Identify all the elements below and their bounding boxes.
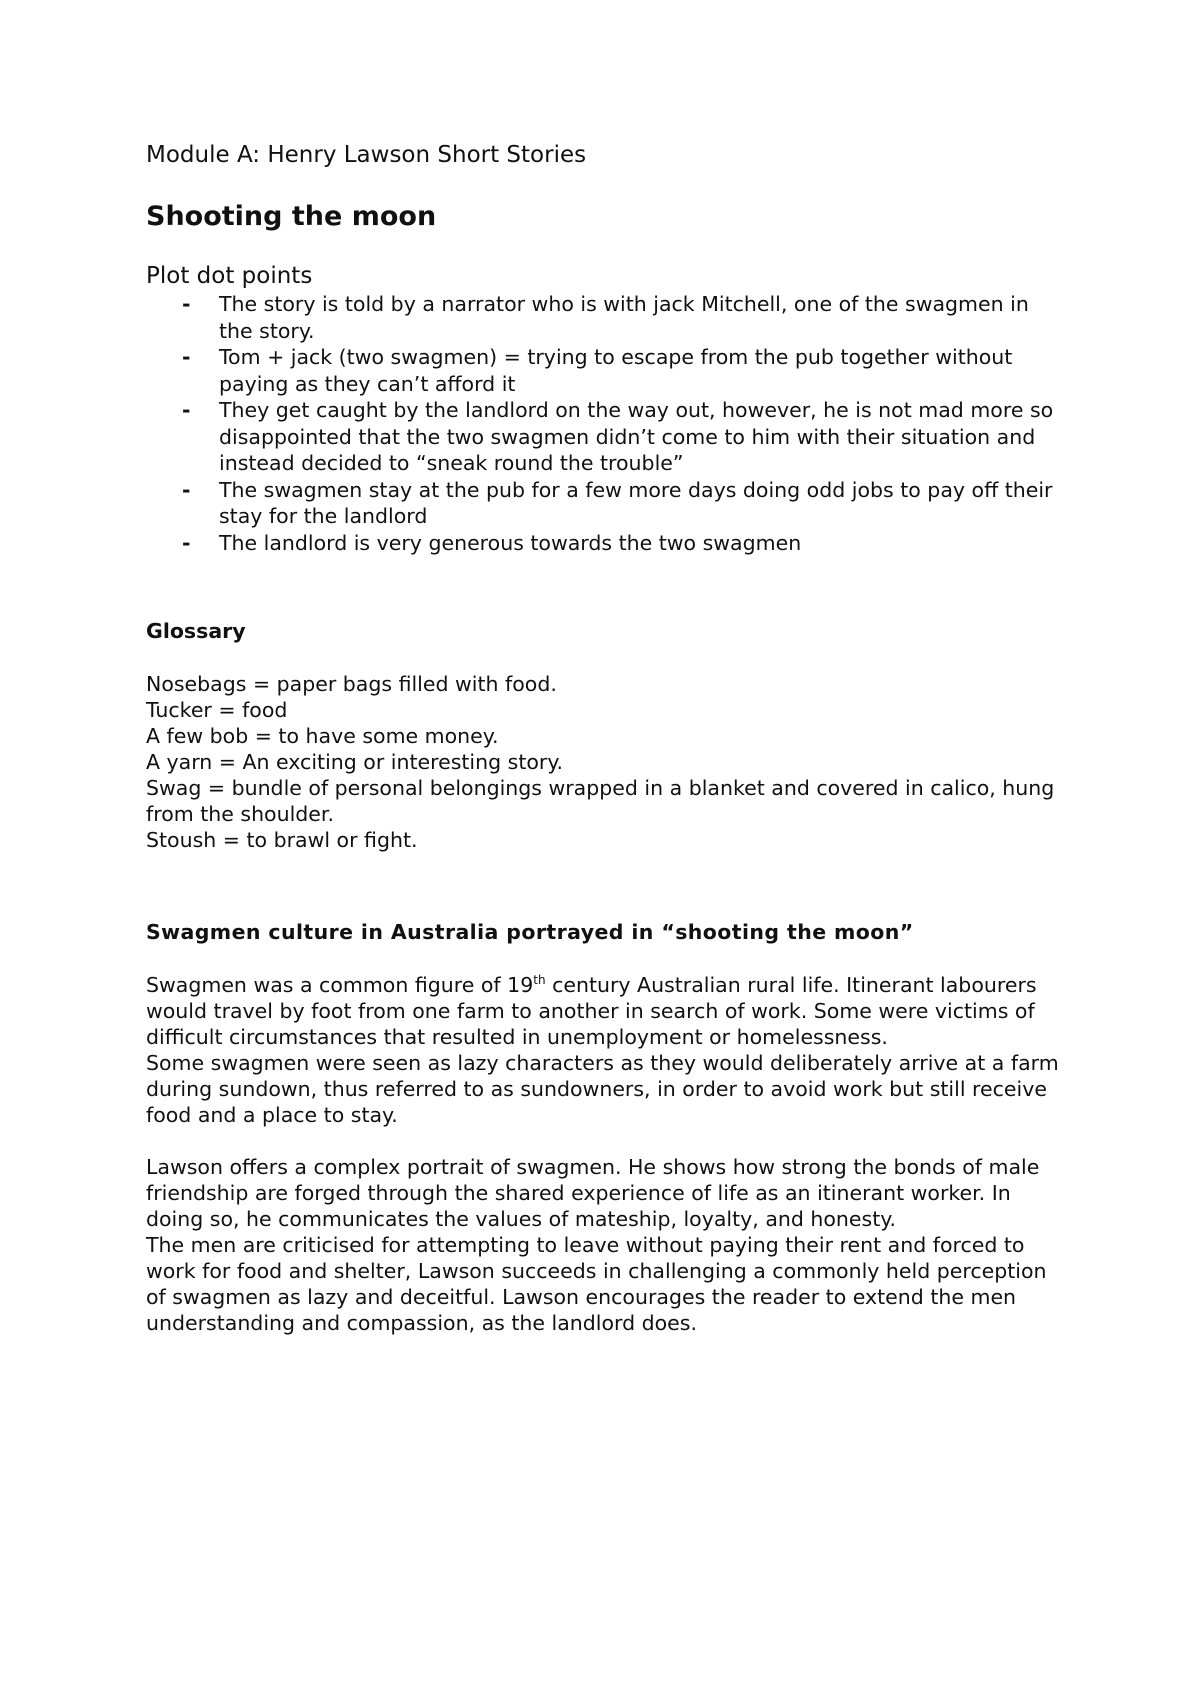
plot-heading: Plot dot points xyxy=(146,263,313,289)
bullet-dash: - xyxy=(182,477,191,502)
plot-item xyxy=(146,344,1066,397)
plot-item xyxy=(146,291,1066,344)
plot-item-text: The swagmen stay at the pub for a few more days doing odd jobs to pay off their stay for the landlord xyxy=(219,477,1053,528)
glossary-item: Nosebags = paper bags filled with food. xyxy=(146,672,557,696)
bullet-dash: - xyxy=(182,292,191,316)
bullet-dash: - xyxy=(182,345,191,369)
document-page xyxy=(146,140,1066,1336)
glossary-item: Swag = bundle of personal belongings wrapped in a blanket and covered in calico, hung from the shoulder. xyxy=(146,776,1055,826)
bullet-dash: - xyxy=(182,530,191,555)
glossary-item: Stoush = to brawl or fight. xyxy=(146,828,418,852)
glossary-item: Tucker = food xyxy=(146,698,288,722)
glossary-list xyxy=(146,671,1066,853)
culture-heading: Swagmen culture in Australia portrayed in “shooting the moon” xyxy=(146,920,914,944)
plot-item xyxy=(146,397,1066,477)
culture-section xyxy=(146,972,1066,1128)
ordinal-superscript: th xyxy=(533,973,546,988)
plot-item-text: Tom + jack (two swagmen) = trying to escape from the pub together without paying as they can’t afford it xyxy=(219,345,1013,396)
plot-item xyxy=(146,477,1066,530)
plot-list xyxy=(146,291,1066,556)
paragraph-text: century Australian rural life. Itinerant labourers would travel by foot from one farm to another in search of work. Some were victims of difficult circumstances that resulted in unemployment or homelessness. xyxy=(146,973,1037,1049)
culture-paragraph-3: Lawson offers a complex portrait of swagmen. He shows how strong the bonds of male friendship are forged through the shared experience of life as an itinerant worker. In doing so, he communicates the values of mateship, loyalty, and honesty. xyxy=(146,1155,1040,1231)
glossary-heading: Glossary xyxy=(146,619,246,643)
module-title: Module A: Henry Lawson Short Stories xyxy=(146,142,587,168)
plot-item-text: They get caught by the landlord on the way out, however, he is not mad more so disappointed that the two swagmen didn’t come to him with their situation and instead decided to “sneak round the trouble” xyxy=(219,398,1054,475)
plot-item-text: The landlord is very generous towards the two swagmen xyxy=(219,530,802,555)
bullet-dash: - xyxy=(182,398,191,422)
paragraph-text: Swagmen was a common figure of 19 xyxy=(146,973,534,997)
plot-item-text: The story is told by a narrator who is with jack Mitchell, one of the swagmen in the story. xyxy=(219,292,1029,343)
culture-paragraph-4: The men are criticised for attempting to leave without paying their rent and forced to work for food and shelter, Lawson succeeds in challenging a commonly held perception of swagmen as lazy and deceitful. Lawson encourages the reader to extend the men understanding and compassion, as the landlord does. xyxy=(146,1233,1047,1335)
culture-section xyxy=(146,1154,1066,1336)
glossary-item: A yarn = An exciting or interesting story. xyxy=(146,750,564,774)
culture-paragraph-1 xyxy=(146,972,1066,1050)
story-title: Shooting the moon xyxy=(146,201,437,232)
plot-item xyxy=(146,530,1066,557)
glossary-item: A few bob = to have some money. xyxy=(146,724,499,748)
culture-paragraph-2: Some swagmen were seen as lazy characters as they would deliberately arrive at a farm during sundown, thus referred to as sundowners, in order to avoid work but still receive food and a place to stay. xyxy=(146,1051,1059,1127)
